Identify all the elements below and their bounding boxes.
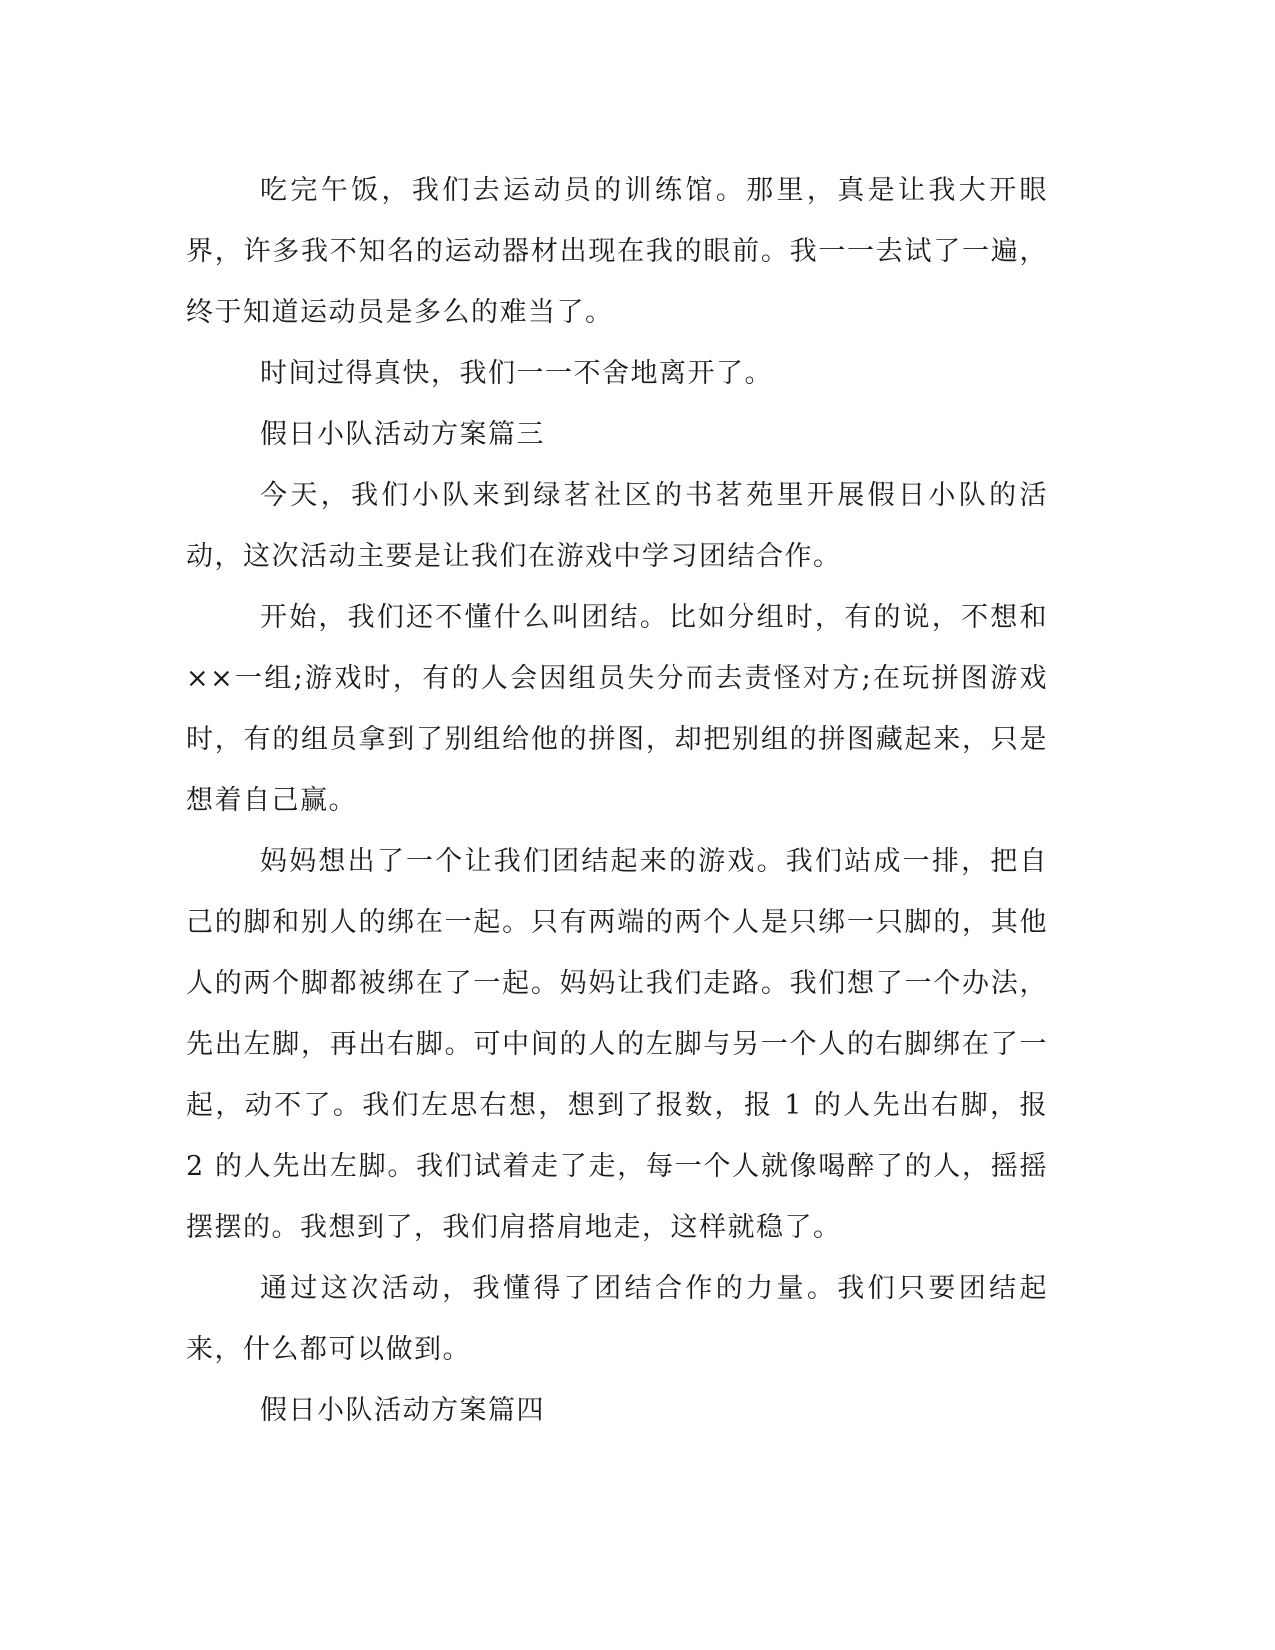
section-heading-part-four: 假日小队活动方案篇四	[260, 1395, 545, 1426]
paragraph-time-flies: 时间过得真快，我们一一不舍地离开了。	[260, 358, 773, 389]
paragraph-mom-game: 妈妈想出了一个让我们团结起来的游戏。我们站成一排，把自己的脚和别人的绑在一起。只有两端的两个人是只绑一只脚的，其他人的两个脚都被绑在了一起。妈妈让我们走路。我们想了一个办法，先出左脚，再出右脚。可中间的人的左脚与另一个人的右脚绑在了一起，动不了。我们左思右想，想到了报数，报 1 的人先出右脚，报 2 的人先出左脚。我们试着走了走，每一个人就像喝醉了的人，摇摇摆摆的。我想到了，我们肩搭肩地走，这样就稳了。	[186, 846, 1048, 1243]
document-body	[186, 160, 1048, 1441]
paragraph-today: 今天，我们小队来到绿茗社区的书茗苑里开展假日小队的活动，这次活动主要是让我们在游戏中学习团结合作。	[186, 480, 1048, 572]
section-heading-part-three: 假日小队活动方案篇三	[260, 419, 545, 450]
paragraph-training-hall: 吃完午饭，我们去运动员的训练馆。那里，真是让我大开眼界，许多我不知名的运动器材出现在我的眼前。我一一去试了一遍，终于知道运动员是多么的难当了。	[186, 175, 1048, 328]
paragraph-conclusion: 通过这次活动，我懂得了团结合作的力量。我们只要团结起来，什么都可以做到。	[186, 1273, 1048, 1365]
paragraph-beginning: 开始，我们还不懂什么叫团结。比如分组时，有的说，不想和××一组;游戏时，有的人会因组员失分而去责怪对方;在玩拼图游戏时，有的组员拿到了别组给他的拼图，却把别组的拼图藏起来，只是想着自己赢。	[186, 602, 1048, 816]
